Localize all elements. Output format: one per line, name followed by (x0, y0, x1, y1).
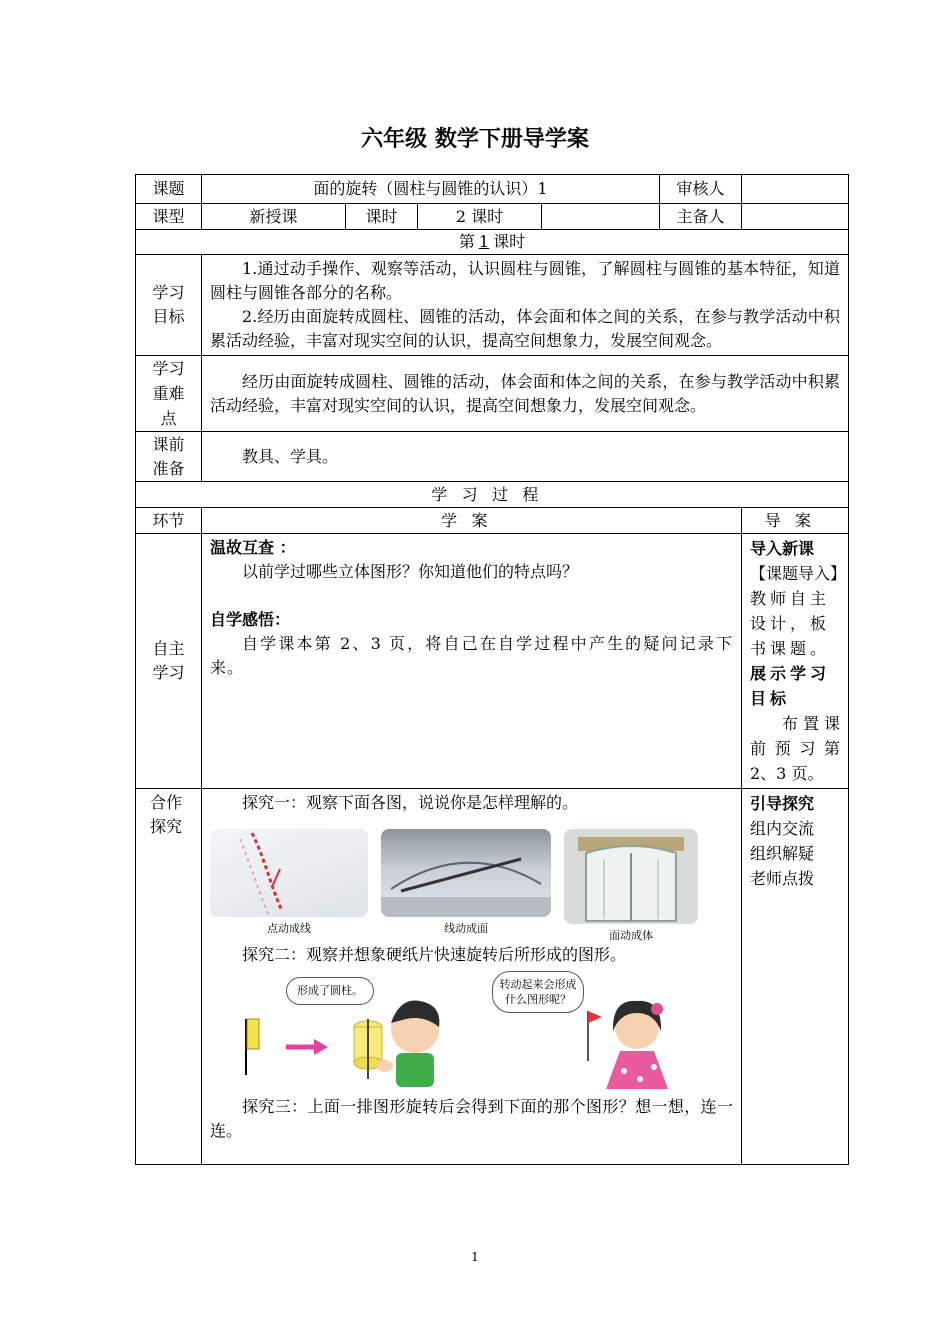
caption-point-to-line: 点动成线 (267, 922, 311, 935)
preparer-value (742, 204, 849, 230)
image-point-to-line (210, 829, 368, 941)
column-guide: 导案 (742, 508, 849, 534)
goals-paragraph-2: 2.经历由面旋转成圆柱、圆锥的活动，体会面和体之间的关系，在参与教学活动中积累活动经验，丰富对现实空间的认识，提高空间想象力，发展空间观念。 (210, 307, 840, 350)
lesson-number-value: 1 (478, 232, 490, 251)
speech-bubble-boy: 形成了圆柱。 (286, 977, 374, 1005)
guide-goals-text: 布置课前预习第 2、3 页。 (750, 714, 840, 783)
coop-guide-line-3: 老师点拨 (750, 869, 815, 888)
image-line-to-plane (381, 829, 551, 941)
type-value: 新授课 (202, 204, 346, 230)
speech-bubble-girl: 转动起来会形成什么图形呢？ (492, 971, 584, 1013)
explore-2-illustration (210, 971, 733, 1095)
plane-to-solid-picture (564, 829, 698, 924)
caption-plane-to-solid: 面动成体 (609, 929, 654, 942)
explore-2-text: 探究二：观察并想象硬纸片快速旋转后所形成的图形。 (242, 945, 627, 964)
key-points-content (202, 356, 849, 432)
sparkler-trail-icon (210, 829, 368, 917)
coop-guide-line-2: 组织解疑 (750, 844, 815, 863)
column-study: 学案 (202, 508, 742, 534)
prep-text: 教具、学具。 (242, 446, 339, 466)
hours-value: 2 课时 (418, 204, 542, 230)
process-title: 学习过程 (136, 482, 849, 508)
document-title: 六年级 数学下册导学案 (361, 127, 589, 152)
self-study-label: 自主学习 (136, 534, 202, 789)
revolving-door-icon (564, 829, 698, 924)
column-stage: 环节 (136, 508, 202, 534)
coop-guide (742, 789, 849, 1165)
line-to-plane-picture (381, 829, 551, 917)
goals-content (202, 255, 849, 356)
coop-label: 合作探究 (136, 789, 202, 1165)
lesson-number-suffix: 课时 (493, 232, 526, 251)
windshield-wiper-icon (381, 829, 551, 917)
lesson-number (136, 230, 849, 255)
reviewer-label: 审核人 (660, 175, 742, 204)
review-text: 以前学过哪些立体图形？你知道他们的特点吗？ (242, 562, 579, 581)
key-points-label: 学习重难点 (136, 356, 202, 432)
guide-intro-title: 导入新课 (750, 539, 815, 558)
coop-guide-title: 引导探究 (750, 794, 815, 813)
goals-label: 学习目标 (136, 255, 202, 356)
guide-intro-sub: 【课题导入】 (750, 564, 847, 583)
topic-label: 课题 (136, 175, 202, 204)
guide-goals-title: 展示学习目标 (750, 664, 831, 708)
review-title: 温故互查 ： (210, 538, 296, 557)
reviewer-value (742, 175, 849, 204)
point-to-line-picture (210, 829, 368, 917)
lesson-number-prefix: 第 (458, 232, 475, 251)
preparer-label: 主备人 (660, 204, 742, 230)
feel-title: 自学感悟： (210, 610, 291, 629)
self-study-content (202, 534, 742, 789)
explore-1-text: 探究一：观察下面各图，说说你是怎样理解的。 (242, 793, 579, 812)
self-study-guide (742, 534, 849, 789)
hours-label: 课时 (346, 204, 418, 230)
type-label: 课型 (136, 204, 202, 230)
goals-paragraph-1: 1.通过动手操作、观察等活动，认识圆柱与圆锥，了解圆柱与圆锥的基本特征，知道圆柱与圆锥各部分的名称。 (210, 259, 840, 302)
lesson-plan-table (135, 174, 849, 1165)
coop-content (202, 789, 742, 1165)
prep-label: 课前准备 (136, 432, 202, 482)
rotation-illustration-icon (210, 971, 710, 1095)
image-plane-to-solid (564, 829, 698, 948)
coop-guide-line-1: 组内交流 (750, 819, 815, 838)
empty-cell (542, 204, 660, 230)
explore-1-images (210, 829, 733, 942)
key-points-text: 经历由面旋转成圆柱、圆锥的活动，体会面和体之间的关系，在参与教学活动中积累活动经验，丰富对现实空间的认识，提高空间想象力，发展空间观念。 (210, 371, 840, 415)
explore-3-text: 探究三：上面一排图形旋转后会得到下面的那个图形？想一想，连一连。 (210, 1097, 733, 1140)
guide-intro-text: 教师自主设计，板书课题。 (750, 589, 831, 658)
feel-text: 自学课本第 2、3 页，将自己在自学过程中产生的疑问记录下来。 (210, 634, 733, 677)
prep-content (202, 432, 849, 482)
caption-line-to-plane: 线动成面 (444, 922, 489, 935)
page-number: 1 (471, 1250, 479, 1264)
topic-value: 面的旋转（圆柱与圆锥的认识）1 (202, 175, 660, 204)
